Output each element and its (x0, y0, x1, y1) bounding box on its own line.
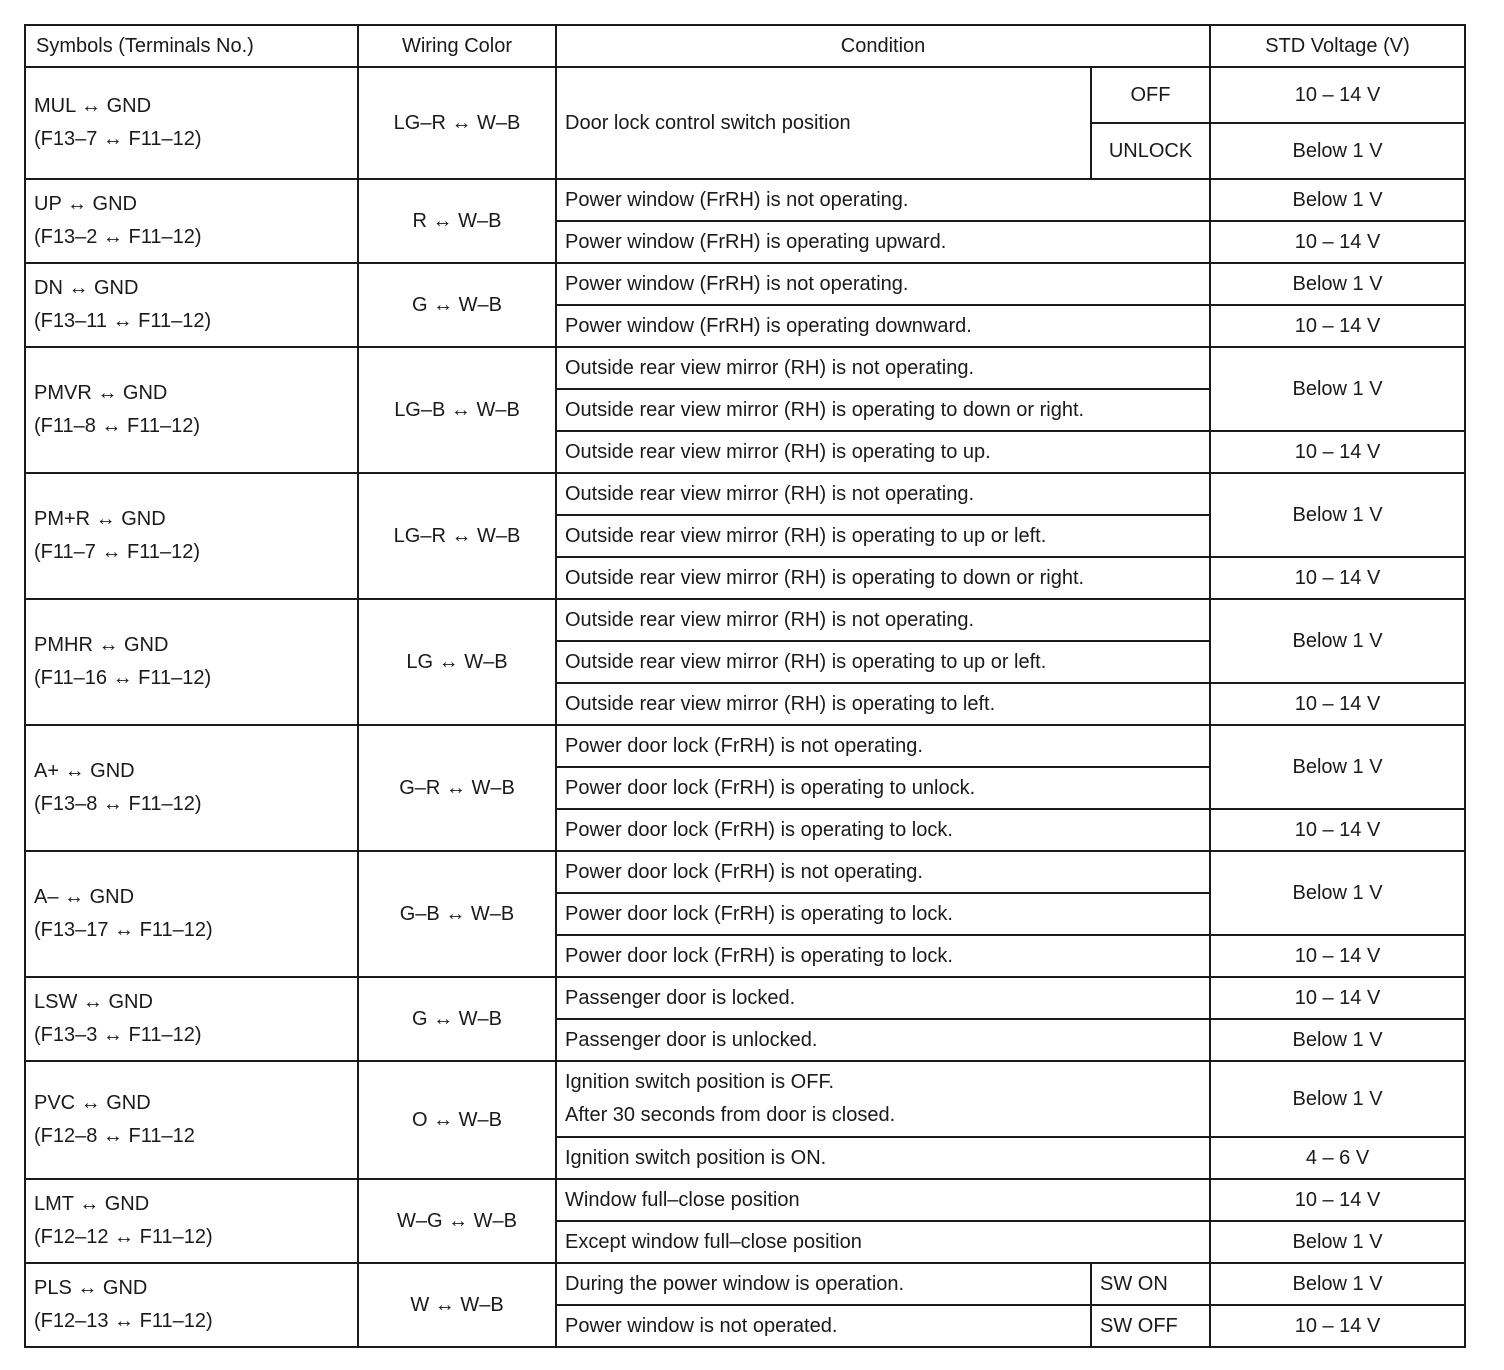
condition-cell: Passenger door is locked. (556, 977, 1210, 1019)
voltage-cell: Below 1 V (1210, 1263, 1465, 1305)
voltage-cell: 10 – 14 V (1210, 977, 1465, 1019)
condition-cell: Passenger door is unlocked. (556, 1019, 1210, 1061)
table-row (25, 473, 1465, 515)
wiring-cell: LG–R ↔ W–B (358, 67, 556, 179)
symbol-cell (25, 263, 358, 347)
symbol-cell (25, 1263, 358, 1347)
terminal-label: (F13–2 ↔ F11–12) (34, 226, 202, 248)
table-row (25, 347, 1465, 389)
table-row (25, 67, 1465, 123)
voltage-cell: Below 1 V (1210, 599, 1465, 683)
symbol-cell (25, 1179, 358, 1263)
condition-cell: Outside rear view mirror (RH) is not operating. (556, 599, 1210, 641)
condition-cell: Power door lock (FrRH) is operating to lock. (556, 935, 1210, 977)
voltage-cell: Below 1 V (1210, 123, 1465, 179)
voltage-cell: Below 1 V (1210, 473, 1465, 557)
symbol-label: LSW ↔ GND (34, 991, 153, 1013)
condition-cell: Door lock control switch position (556, 67, 1091, 179)
symbol-label: PLS ↔ GND (34, 1277, 148, 1299)
condition-cell: Power door lock (FrRH) is not operating. (556, 725, 1210, 767)
condition-cell: Power window (FrRH) is operating upward. (556, 221, 1210, 263)
terminal-label: (F13–17 ↔ F11–12) (34, 919, 213, 941)
symbol-label: LMT ↔ GND (34, 1193, 150, 1215)
condition-cell: Power door lock (FrRH) is not operating. (556, 851, 1210, 893)
symbol-cell (25, 347, 358, 473)
symbol-label: PVC ↔ GND (34, 1092, 151, 1114)
wiring-cell: R ↔ W–B (358, 179, 556, 263)
table-row (25, 599, 1465, 641)
condition-cell: Window full–close position (556, 1179, 1210, 1221)
symbol-cell (25, 725, 358, 851)
condition-cell: Power door lock (FrRH) is operating to unlock. (556, 767, 1210, 809)
terminal-label: (F13–8 ↔ F11–12) (34, 793, 202, 815)
terminal-label: (F11–8 ↔ F11–12) (34, 415, 201, 437)
symbol-cell (25, 977, 358, 1061)
condition-cell: Outside rear view mirror (RH) is operating to up. (556, 431, 1210, 473)
symbol-label: UP ↔ GND (34, 193, 137, 215)
table-row (25, 725, 1465, 767)
terminal-label: (F13–3 ↔ F11–12) (34, 1024, 202, 1046)
header-row (25, 25, 1465, 67)
condition-cell: Power door lock (FrRH) is operating to lock. (556, 809, 1210, 851)
symbol-label: A+ ↔ GND (34, 760, 135, 782)
table-row (25, 1179, 1465, 1221)
terminal-label: (F11–7 ↔ F11–12) (34, 541, 201, 563)
voltage-cell: Below 1 V (1210, 347, 1465, 431)
voltage-spec-table (24, 24, 1466, 1348)
voltage-cell: 10 – 14 V (1210, 1305, 1465, 1347)
condition-cell: Outside rear view mirror (RH) is not operating. (556, 347, 1210, 389)
symbol-cell (25, 1061, 358, 1179)
terminal-label: (F12–12 ↔ F11–12) (34, 1226, 213, 1248)
symbol-cell (25, 473, 358, 599)
voltage-cell: Below 1 V (1210, 1019, 1465, 1061)
voltage-cell: 10 – 14 V (1210, 431, 1465, 473)
condition-cell: Except window full–close position (556, 1221, 1210, 1263)
terminal-label: (F13–7 ↔ F11–12) (34, 128, 202, 150)
wiring-cell: O ↔ W–B (358, 1061, 556, 1179)
header-condition: Condition (556, 25, 1210, 67)
condition-cell: Outside rear view mirror (RH) is operating to left. (556, 683, 1210, 725)
condition-cell: Power window (FrRH) is not operating. (556, 263, 1210, 305)
symbol-label: DN ↔ GND (34, 277, 139, 299)
voltage-cell: 10 – 14 V (1210, 1179, 1465, 1221)
voltage-cell: Below 1 V (1210, 725, 1465, 809)
symbol-cell (25, 599, 358, 725)
wiring-cell: G–R ↔ W–B (358, 725, 556, 851)
condition-cell: Power window (FrRH) is operating downward. (556, 305, 1210, 347)
wiring-cell: LG–R ↔ W–B (358, 473, 556, 599)
voltage-cell: 4 – 6 V (1210, 1137, 1465, 1179)
condition-cell: Power window (FrRH) is not operating. (556, 179, 1210, 221)
switch-state-cell: UNLOCK (1091, 123, 1210, 179)
voltage-cell: Below 1 V (1210, 263, 1465, 305)
condition-cell: Outside rear view mirror (RH) is operating to up or left. (556, 641, 1210, 683)
condition-cell: Outside rear view mirror (RH) is operating to up or left. (556, 515, 1210, 557)
voltage-cell: 10 – 14 V (1210, 67, 1465, 123)
voltage-cell: Below 1 V (1210, 1221, 1465, 1263)
wiring-cell: W ↔ W–B (358, 1263, 556, 1347)
terminal-label: (F12–13 ↔ F11–12) (34, 1310, 213, 1332)
voltage-cell: Below 1 V (1210, 851, 1465, 935)
table-row (25, 263, 1465, 305)
symbol-label: A– ↔ GND (34, 886, 135, 908)
table-row (25, 851, 1465, 893)
wiring-cell: G–B ↔ W–B (358, 851, 556, 977)
condition-cell: Ignition switch position is ON. (556, 1137, 1210, 1179)
terminal-label: (F12–8 ↔ F11–12 (34, 1125, 195, 1147)
header-voltage: STD Voltage (V) (1210, 25, 1465, 67)
condition-cell: Power window is not operated. (556, 1305, 1091, 1347)
symbol-label: MUL ↔ GND (34, 95, 152, 117)
symbol-cell (25, 67, 358, 179)
terminal-label: (F13–11 ↔ F11–12) (34, 310, 212, 332)
voltage-cell: Below 1 V (1210, 179, 1465, 221)
symbol-cell (25, 179, 358, 263)
switch-state-cell: SW ON (1091, 1263, 1210, 1305)
wiring-cell: G ↔ W–B (358, 977, 556, 1061)
table-row (25, 1061, 1465, 1137)
condition-cell: Outside rear view mirror (RH) is operating to down or right. (556, 557, 1210, 599)
switch-state-cell: OFF (1091, 67, 1210, 123)
symbol-label: PM+R ↔ GND (34, 508, 166, 530)
wiring-cell: LG–B ↔ W–B (358, 347, 556, 473)
wiring-cell: W–G ↔ W–B (358, 1179, 556, 1263)
table-row (25, 179, 1465, 221)
table-row (25, 1263, 1465, 1305)
voltage-cell: 10 – 14 V (1210, 305, 1465, 347)
condition-cell: Outside rear view mirror (RH) is operating to down or right. (556, 389, 1210, 431)
voltage-cell: 10 – 14 V (1210, 809, 1465, 851)
condition-line: After 30 seconds from door is closed. (565, 1104, 896, 1126)
table-row (25, 977, 1465, 1019)
condition-cell (556, 1061, 1210, 1137)
header-symbols: Symbols (Terminals No.) (25, 25, 358, 67)
condition-cell: Power door lock (FrRH) is operating to lock. (556, 893, 1210, 935)
header-wiring: Wiring Color (358, 25, 556, 67)
voltage-cell: 10 – 14 V (1210, 221, 1465, 263)
voltage-cell: Below 1 V (1210, 1061, 1465, 1137)
condition-cell: During the power window is operation. (556, 1263, 1091, 1305)
symbol-cell (25, 851, 358, 977)
condition-cell: Outside rear view mirror (RH) is not operating. (556, 473, 1210, 515)
wiring-cell: LG ↔ W–B (358, 599, 556, 725)
voltage-cell: 10 – 14 V (1210, 935, 1465, 977)
condition-line: Ignition switch position is OFF. (565, 1071, 834, 1093)
wiring-cell: G ↔ W–B (358, 263, 556, 347)
voltage-cell: 10 – 14 V (1210, 557, 1465, 599)
symbol-label: PMHR ↔ GND (34, 634, 169, 656)
voltage-cell: 10 – 14 V (1210, 683, 1465, 725)
terminal-label: (F11–16 ↔ F11–12) (34, 667, 212, 689)
switch-state-cell: SW OFF (1091, 1305, 1210, 1347)
symbol-label: PMVR ↔ GND (34, 382, 168, 404)
